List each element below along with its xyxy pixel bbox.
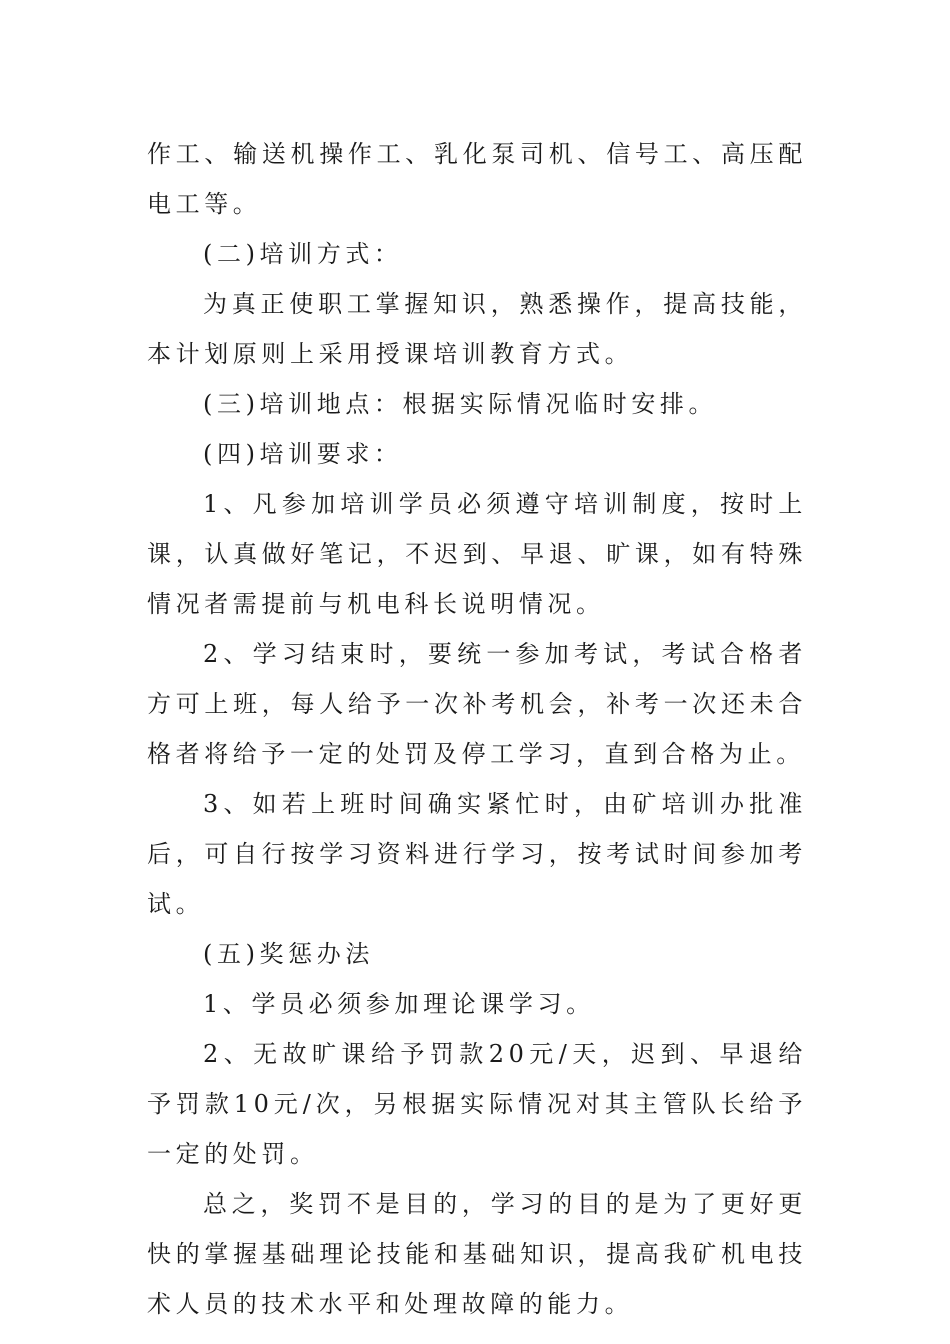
requirement-item-1: 1、凡参加培训学员必须遵守培训制度，按时上课，认真做好笔记，不迟到、早退、旷课，如有特殊情况者需提前与机电科长说明情况。 [147,490,807,618]
paragraph-training-location: (三)培训地点：根据实际情况临时安排。 [203,390,718,418]
document-body [147,129,807,1329]
heading-training-method: (二)培训方式： [203,240,403,268]
paragraph-training-method: 为真正使职工掌握知识，熟悉操作，提高技能，本计划原则上采用授课培训教育方式。 [147,290,807,368]
heading-training-requirements: (四)培训要求： [203,440,403,468]
rule-item-1: 1、学员必须参加理论课学习。 [203,990,595,1018]
requirement-item-2: 2、学习结束时，要统一参加考试，考试合格者方可上班，每人给予一次补考机会，补考一次还未合格者将给予一定的处罚及停工学习，直到合格为止。 [147,640,807,768]
paragraph-conclusion: 总之，奖罚不是目的，学习的目的是为了更好更快的掌握基础理论技能和基础知识，提高我矿机电技术人员的技术水平和处理故障的能力。 [147,1190,807,1318]
heading-rewards-penalties: (五)奖惩办法 [203,940,374,968]
rule-item-2: 2、无故旷课给予罚款20元/天，迟到、早退给予罚款10元/次，另根据实际情况对其主管队长给予一定的处罚。 [147,1040,807,1168]
requirement-item-3: 3、如若上班时间确实紧忙时，由矿培训办批准后，可自行按学习资料进行学习，按考试时间参加考试。 [147,790,807,918]
paragraph-trainee-types-continued: 作工、输送机操作工、乳化泵司机、信号工、高压配电工等。 [147,140,807,218]
